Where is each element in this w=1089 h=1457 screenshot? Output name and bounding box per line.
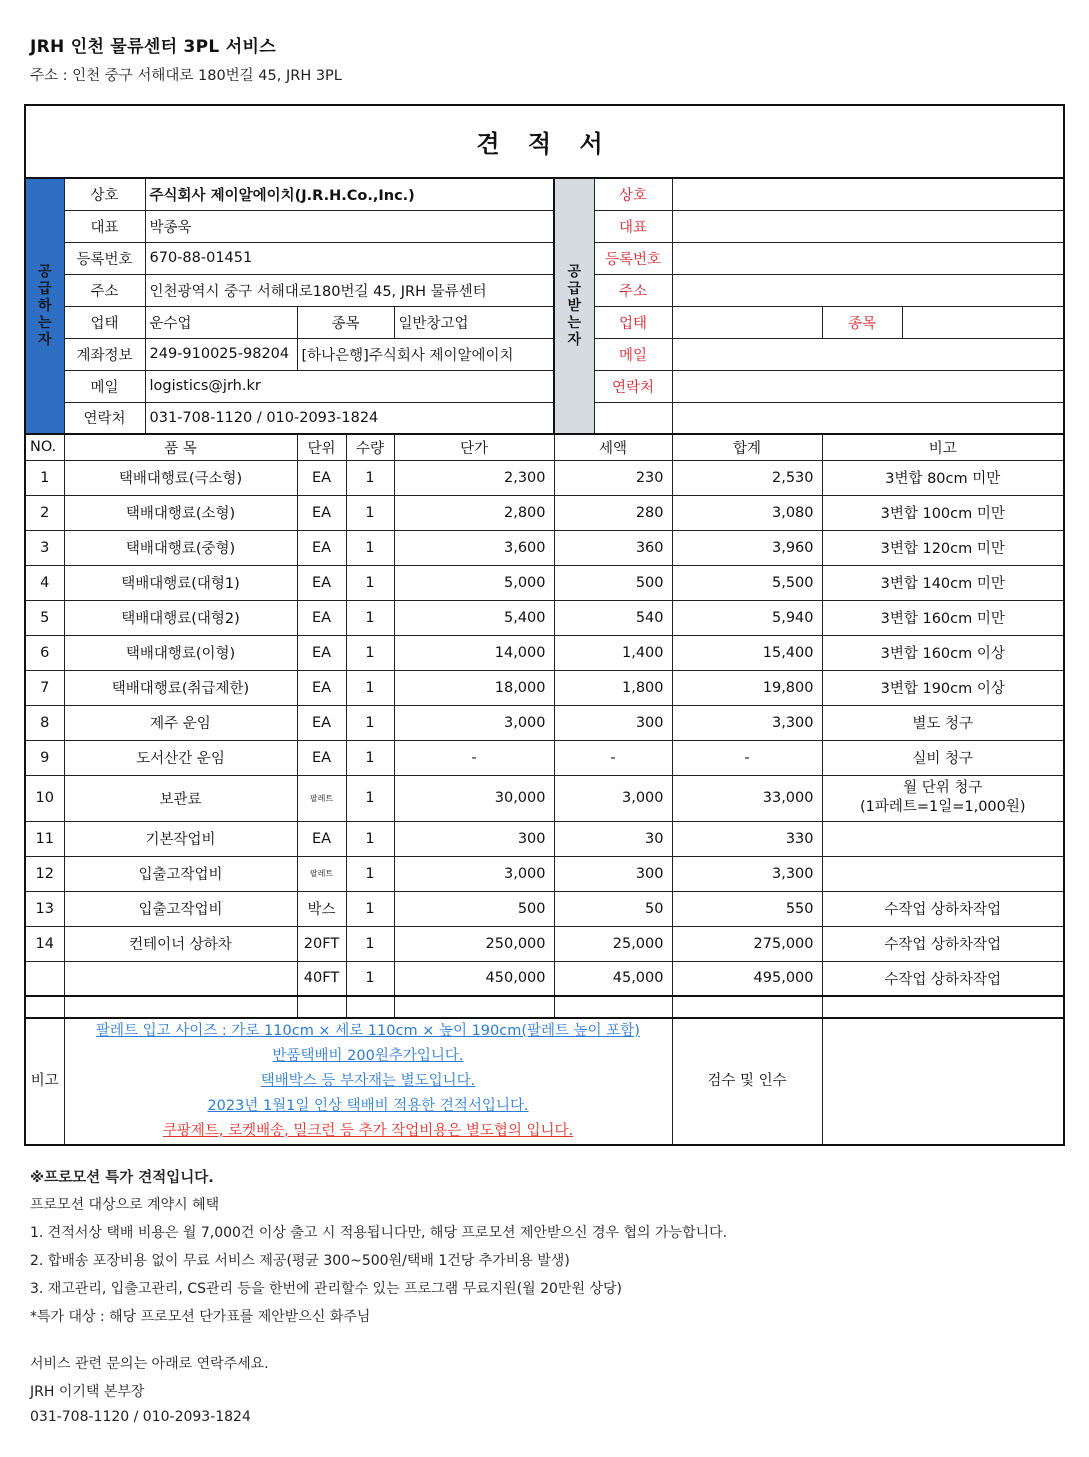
empty-row	[25, 996, 1064, 1018]
cell-note-line2: (1파레트=1일=1,000원)	[859, 799, 1026, 815]
cell-tax: 230	[554, 460, 672, 495]
cell-tax: 280	[554, 495, 672, 530]
cell-price: 14,000	[394, 635, 554, 670]
cell-price: 250,000	[394, 926, 554, 961]
cell-total: 3,300	[672, 705, 822, 740]
cell-tax: 3,000	[554, 775, 672, 821]
cell-item: 도서산간 운임	[64, 740, 297, 775]
supplier-addr: 인천광역시 중구 서해대로180번길 45, JRH 물류센터	[145, 274, 554, 306]
supplier-name-label: 상호	[64, 178, 145, 210]
cell-price: 450,000	[394, 961, 554, 996]
receiver-mail-field[interactable]	[672, 338, 1064, 370]
cell-unit: EA	[297, 705, 346, 740]
cell-unit: EA	[297, 565, 346, 600]
cell-total: 275,000	[672, 926, 822, 961]
cell-no: 10	[25, 775, 64, 821]
cell-item: 입출고작업비	[64, 856, 297, 891]
cell-no: 7	[25, 670, 64, 705]
cell-tax: -	[554, 740, 672, 775]
cell-note: 수작업 상하차작업	[822, 926, 1064, 961]
cell-item: 보관료	[64, 775, 297, 821]
cell-price: 2,800	[394, 495, 554, 530]
table-row	[25, 856, 1064, 891]
receiver-name-field[interactable]	[672, 178, 1064, 210]
cell-total: 550	[672, 891, 822, 926]
table-row	[25, 926, 1064, 961]
cell-item: 기본작업비	[64, 821, 297, 856]
cell-unit: EA	[297, 740, 346, 775]
cell-unit: 20FT	[297, 926, 346, 961]
table-row	[25, 775, 1064, 821]
receiver-rep-label: 대표	[594, 210, 672, 242]
remark-line-3: 택배박스 등 부자재는 별도입니다.	[260, 1073, 476, 1089]
receiver-name-label: 상호	[594, 178, 672, 210]
cell-note-line1: 월 단위 청구	[903, 780, 983, 796]
cell-tax: 540	[554, 600, 672, 635]
supplier-rep-label: 대표	[64, 210, 145, 242]
receiver-biz-label: 업태	[594, 306, 672, 338]
col-qty: 수량	[346, 434, 394, 460]
cell-note: 3변합 140cm 미만	[822, 565, 1064, 600]
table-row	[25, 891, 1064, 926]
table-row	[25, 460, 1064, 495]
supplier-acct-label: 계좌정보	[64, 338, 145, 370]
receiver-extra-label	[594, 402, 672, 434]
cell-item: 택배대행료(중형)	[64, 530, 297, 565]
cell-no: 13	[25, 891, 64, 926]
cell-qty: 1	[346, 460, 394, 495]
cell-note: 3변합 160cm 미만	[822, 600, 1064, 635]
cell-unit: 팔레트	[297, 775, 346, 821]
cell-qty: 1	[346, 635, 394, 670]
cell-item: 택배대행료(대형2)	[64, 600, 297, 635]
cell-item: 택배대행료(대형1)	[64, 565, 297, 600]
cell-unit: EA	[297, 600, 346, 635]
cell-price: 300	[394, 821, 554, 856]
cell-price: 500	[394, 891, 554, 926]
cell-total: 19,800	[672, 670, 822, 705]
promo-point-3: 3. 재고관리, 입출고관리, CS관리 등을 한번에 관리할수 있는 프로그램 무료지원(월 20만원 상당)	[30, 1281, 622, 1297]
supplier-item: 일반창고업	[394, 306, 554, 338]
cell-tax: 45,000	[554, 961, 672, 996]
supplier-addr-label: 주소	[64, 274, 145, 306]
cell-qty: 1	[346, 856, 394, 891]
supplier-mail: logistics@jrh.kr	[145, 370, 554, 402]
receiver-item-field[interactable]	[902, 306, 1064, 338]
col-tax: 세액	[554, 434, 672, 460]
table-row	[25, 495, 1064, 530]
cell-note: 3변합 190cm 이상	[822, 670, 1064, 705]
receiver-side-label: 공급받는자	[554, 178, 594, 434]
cell-unit: EA	[297, 670, 346, 705]
cell-qty: 1	[346, 775, 394, 821]
inspect-label: 검수 및 인수	[672, 1018, 822, 1145]
cell-note: 3변합 80cm 미만	[822, 460, 1064, 495]
cell-item: 컨테이너 상하차	[64, 926, 297, 961]
cell-qty: 1	[346, 891, 394, 926]
cell-qty: 1	[346, 740, 394, 775]
supplier-biz: 운수업	[145, 306, 297, 338]
cell-tax: 1,400	[554, 635, 672, 670]
table-row	[25, 565, 1064, 600]
cell-total: 33,000	[672, 775, 822, 821]
cell-qty: 1	[346, 565, 394, 600]
col-price: 단가	[394, 434, 554, 460]
cell-note: 실비 청구	[822, 740, 1064, 775]
cell-unit: 40FT	[297, 961, 346, 996]
supplier-reg-label: 등록번호	[64, 242, 145, 274]
table-row	[25, 821, 1064, 856]
cell-total: 3,960	[672, 530, 822, 565]
cell-tax: 360	[554, 530, 672, 565]
cell-no	[25, 961, 64, 996]
cell-total: 3,300	[672, 856, 822, 891]
cell-tax: 500	[554, 565, 672, 600]
contact-phone: 031-708-1120 / 010-2093-1824	[30, 1409, 251, 1425]
cell-tax: 30	[554, 821, 672, 856]
col-item: 품 목	[64, 434, 297, 460]
supplier-side-label: 공급하는자	[25, 178, 64, 434]
cell-qty: 1	[346, 926, 394, 961]
cell-price: 3,600	[394, 530, 554, 565]
receiver-item-label: 종목	[822, 306, 902, 338]
cell-total: 330	[672, 821, 822, 856]
remark-line-5: 쿠팡제트, 로켓배송, 밀크런 등 추가 작업비용은 별도협의 입니다.	[162, 1123, 574, 1139]
promo-target: *특가 대상 : 해당 프로모션 단가표를 제안받으신 화주님	[30, 1309, 371, 1325]
supplier-bank: [하나은행]주식회사 제이알에이치	[297, 338, 554, 370]
contact-person: JRH 이기택 본부장	[30, 1384, 145, 1400]
cell-no: 6	[25, 635, 64, 670]
document-title: 견 적 서	[25, 105, 1064, 178]
cell-note: 수작업 상하차작업	[822, 961, 1064, 996]
cell-no: 5	[25, 600, 64, 635]
cell-qty: 1	[346, 821, 394, 856]
remarks-label: 비고	[25, 1018, 64, 1145]
cell-note	[822, 821, 1064, 856]
cell-tax: 1,800	[554, 670, 672, 705]
table-row	[25, 600, 1064, 635]
cell-item: 택배대행료(극소형)	[64, 460, 297, 495]
receiver-rep-field[interactable]	[672, 210, 1064, 242]
cell-qty: 1	[346, 495, 394, 530]
cell-unit: EA	[297, 635, 346, 670]
col-unit: 단위	[297, 434, 346, 460]
promo-point-2: 2. 합배송 포장비용 없이 무료 서비스 제공(평균 300~500원/택배 1건당 추가비용 발생)	[30, 1253, 570, 1269]
cell-note	[822, 775, 1064, 821]
contact-intro: 서비스 관련 문의는 아래로 연락주세요.	[30, 1356, 269, 1372]
cell-qty: 1	[346, 600, 394, 635]
supplier-biz-label: 업태	[64, 306, 145, 338]
cell-total: -	[672, 740, 822, 775]
supplier-acct: 249-910025-98204	[145, 338, 297, 370]
supplier-item-label: 종목	[297, 306, 394, 338]
col-total: 합계	[672, 434, 822, 460]
table-row	[25, 530, 1064, 565]
promo-title: ※프로모션 특가 견적입니다.	[30, 1170, 214, 1186]
promo-subtitle: 프로모션 대상으로 계약시 혜택	[30, 1197, 220, 1213]
cell-no: 8	[25, 705, 64, 740]
supplier-tel: 031-708-1120 / 010-2093-1824	[145, 402, 554, 434]
table-row	[25, 705, 1064, 740]
cell-note: 3변합 120cm 미만	[822, 530, 1064, 565]
cell-qty: 1	[346, 530, 394, 565]
cell-note: 수작업 상하차작업	[822, 891, 1064, 926]
cell-price: 5,000	[394, 565, 554, 600]
quotation-table	[24, 104, 1065, 1146]
company-title: JRH 인천 물류센터 3PL 서비스	[30, 37, 276, 57]
table-row	[25, 635, 1064, 670]
cell-total: 15,400	[672, 635, 822, 670]
cell-item: 제주 운임	[64, 705, 297, 740]
remarks-notes	[64, 1018, 672, 1145]
cell-item: 택배대행료(소형)	[64, 495, 297, 530]
receiver-mail-label: 메일	[594, 338, 672, 370]
remarks-row	[25, 1018, 1064, 1145]
cell-total: 5,500	[672, 565, 822, 600]
cell-unit: EA	[297, 495, 346, 530]
supplier-name: 주식회사 제이알에이치(J.R.H.Co.,Inc.)	[145, 178, 554, 210]
cell-item	[64, 961, 297, 996]
cell-no: 3	[25, 530, 64, 565]
cell-price: 30,000	[394, 775, 554, 821]
cell-tax: 300	[554, 705, 672, 740]
items-header-row	[25, 434, 1064, 460]
table-row	[25, 961, 1064, 996]
inspect-signature-field[interactable]	[822, 1018, 1064, 1145]
cell-note: 별도 청구	[822, 705, 1064, 740]
receiver-addr-field[interactable]	[672, 274, 1064, 306]
cell-no: 2	[25, 495, 64, 530]
promo-point-1: 1. 견적서상 택배 비용은 월 7,000건 이상 출고 시 적용됩니다만, 해당 프로모션 제안받으신 경우 협의 가능합니다.	[30, 1225, 728, 1241]
cell-note: 3변합 160cm 이상	[822, 635, 1064, 670]
cell-no: 9	[25, 740, 64, 775]
remark-line-2: 반품택배비 200원추가입니다.	[272, 1048, 464, 1064]
cell-qty: 1	[346, 961, 394, 996]
cell-price: 5,400	[394, 600, 554, 635]
table-row	[25, 670, 1064, 705]
col-note: 비고	[822, 434, 1064, 460]
cell-price: -	[394, 740, 554, 775]
cell-unit: EA	[297, 530, 346, 565]
cell-tax: 300	[554, 856, 672, 891]
cell-item: 택배대행료(취급제한)	[64, 670, 297, 705]
company-address: 주소 : 인천 중구 서해대로 180번길 45, JRH 3PL	[30, 68, 342, 84]
cell-qty: 1	[346, 670, 394, 705]
cell-unit: EA	[297, 460, 346, 495]
receiver-reg-label: 등록번호	[594, 242, 672, 274]
cell-no: 1	[25, 460, 64, 495]
cell-price: 18,000	[394, 670, 554, 705]
receiver-extra-field[interactable]	[672, 402, 1064, 434]
supplier-rep: 박종욱	[145, 210, 554, 242]
cell-item: 입출고작업비	[64, 891, 297, 926]
cell-note	[822, 856, 1064, 891]
supplier-reg: 670-88-01451	[145, 242, 554, 274]
table-row	[25, 740, 1064, 775]
receiver-biz-field[interactable]	[672, 306, 822, 338]
remark-line-1: 팔레트 입고 사이즈 : 가로 110cm × 세로 110cm × 높이 190cm(팔레트 높이 포함)	[96, 1023, 640, 1039]
cell-price: 3,000	[394, 856, 554, 891]
cell-total: 495,000	[672, 961, 822, 996]
cell-total: 3,080	[672, 495, 822, 530]
receiver-reg-field[interactable]	[672, 242, 1064, 274]
cell-tax: 25,000	[554, 926, 672, 961]
cell-no: 14	[25, 926, 64, 961]
cell-unit: 팔레트	[297, 856, 346, 891]
cell-total: 2,530	[672, 460, 822, 495]
cell-unit: EA	[297, 821, 346, 856]
receiver-addr-label: 주소	[594, 274, 672, 306]
cell-price: 2,300	[394, 460, 554, 495]
cell-item: 택배대행료(이형)	[64, 635, 297, 670]
cell-no: 12	[25, 856, 64, 891]
cell-qty: 1	[346, 705, 394, 740]
remark-line-4: 2023년 1월1일 인상 택배비 적용한 견적서입니다.	[207, 1098, 529, 1114]
col-no: NO.	[25, 434, 64, 460]
cell-tax: 50	[554, 891, 672, 926]
cell-no: 4	[25, 565, 64, 600]
receiver-tel-label: 연락처	[594, 370, 672, 402]
receiver-tel-field[interactable]	[672, 370, 1064, 402]
cell-price: 3,000	[394, 705, 554, 740]
cell-no: 11	[25, 821, 64, 856]
supplier-mail-label: 메일	[64, 370, 145, 402]
cell-unit: 박스	[297, 891, 346, 926]
cell-total: 5,940	[672, 600, 822, 635]
supplier-tel-label: 연락처	[64, 402, 145, 434]
cell-note: 3변합 100cm 미만	[822, 495, 1064, 530]
